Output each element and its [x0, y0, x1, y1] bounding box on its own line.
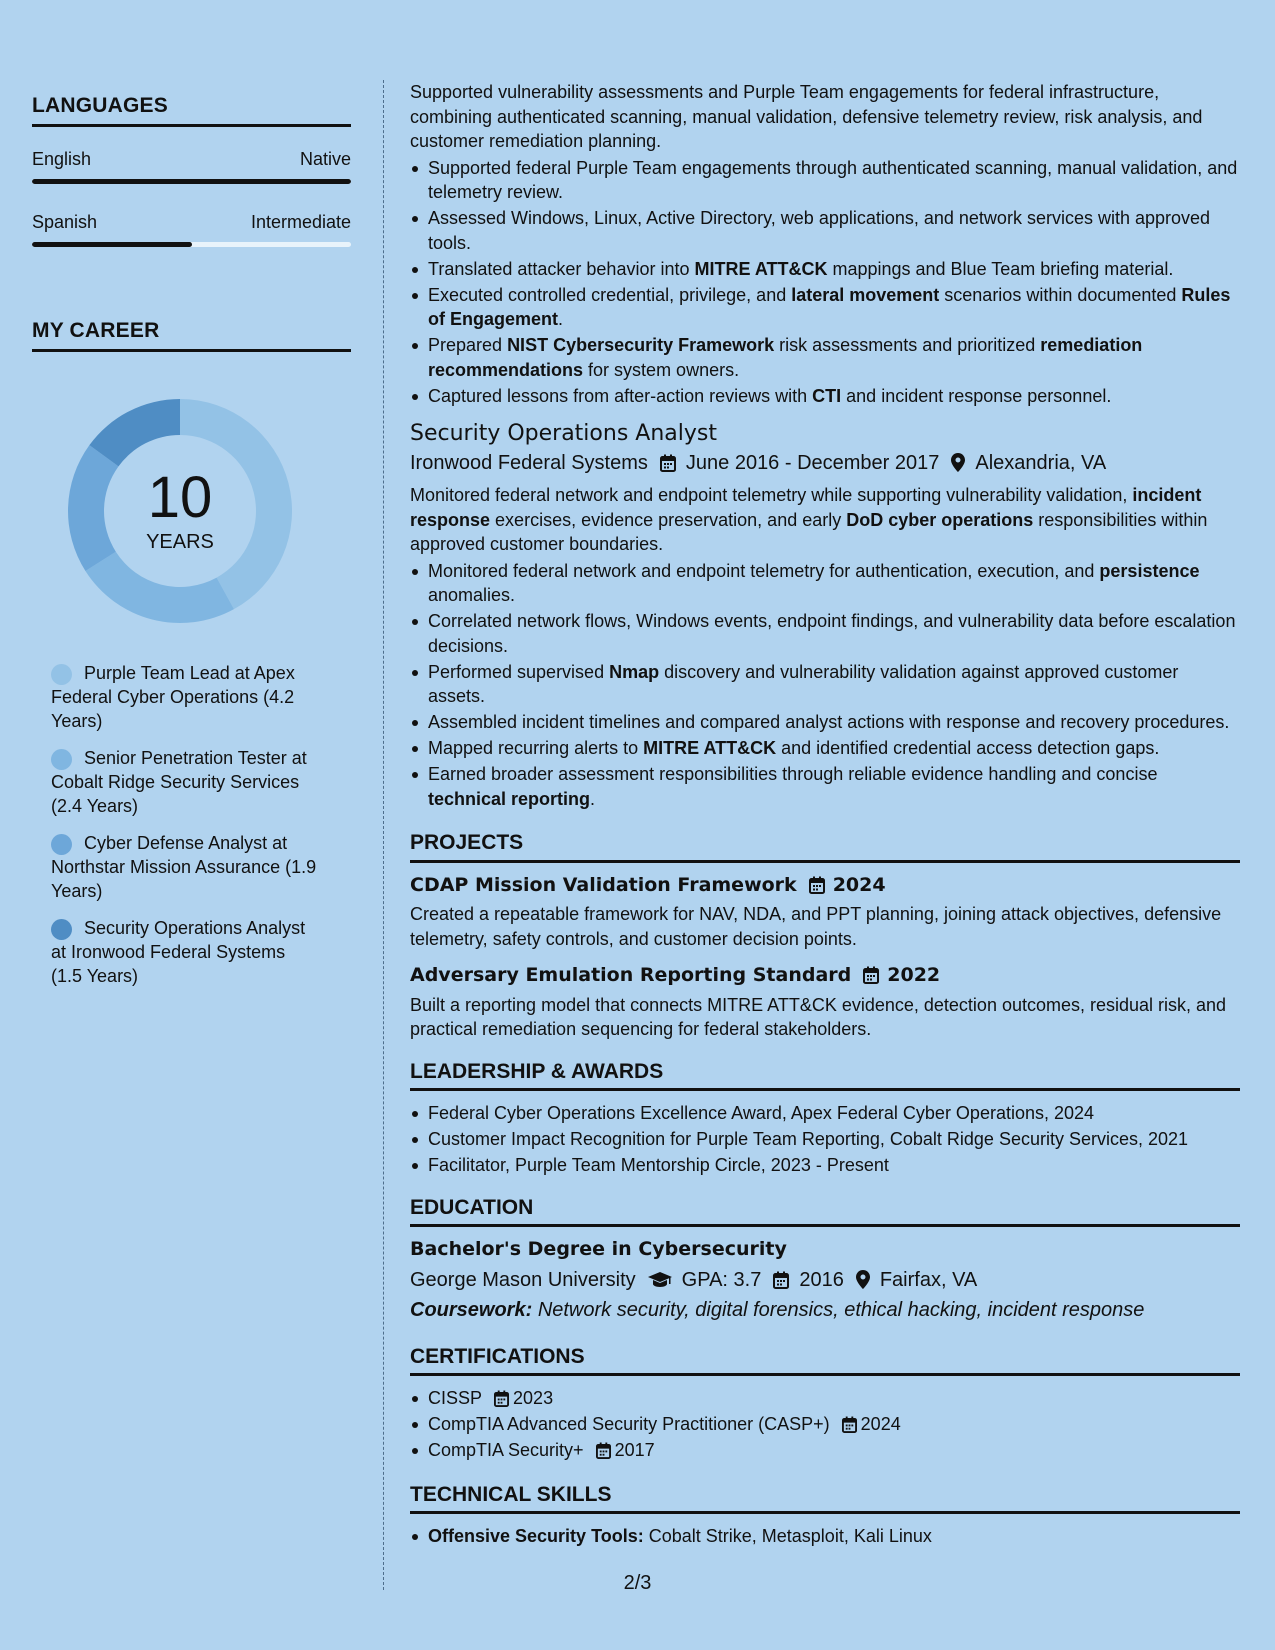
calendar-icon — [809, 876, 825, 894]
bullet-item: Federal Cyber Operations Excellence Award, Apex Federal Cyber Operations, 2024 — [410, 1101, 1240, 1126]
certifications-list — [410, 1386, 1240, 1463]
skills-heading: TECHNICAL SKILLS — [410, 1483, 1240, 1515]
coursework — [410, 1298, 1240, 1323]
bullet-item: Assembled incident timelines and compared analyst actions with response and recovery procedures. — [410, 710, 1240, 735]
previous-job-summary: Supported vulnerability assessments and Purple Team engagements for federal infrastructure, combining authenticated scanning, manual validation, defensive telemetry review, risk analysis, and customer remediation planning. — [410, 82, 1203, 151]
legend-label: Cyber Defense Analyst at Northstar Mission Assurance (1.9 Years) — [51, 833, 317, 901]
languages-heading: LANGUAGES — [32, 94, 351, 127]
career-total-years: 10 — [147, 464, 213, 530]
cert-name: CISSP — [428, 1388, 483, 1408]
legend-item — [51, 661, 321, 733]
column-divider — [383, 80, 384, 1590]
bullet-item: Assessed Windows, Linux, Active Directory, web applications, and network services with approved tools. — [410, 206, 1240, 255]
calendar-icon — [863, 966, 879, 984]
school-location: Fairfax, VA — [879, 1268, 978, 1291]
skill-label: Offensive Security Tools: — [428, 1526, 644, 1546]
language-level: Intermediate — [250, 212, 351, 232]
calendar-icon — [494, 1390, 509, 1407]
career-donut-chart — [66, 397, 294, 625]
legend-item — [51, 746, 321, 818]
project-name: Adversary Emulation Reporting Standard — [410, 964, 852, 986]
language-row-english — [32, 149, 351, 170]
career-legend — [51, 661, 321, 988]
bullet-item: Facilitator, Purple Team Mentorship Circle, 2023 - Present — [410, 1153, 1240, 1178]
bullet-item: Monitored federal network and endpoint telemetry for authentication, execution, and persistence anomalies. — [410, 559, 1240, 608]
cert-item — [410, 1386, 1240, 1411]
cert-name: CompTIA Advanced Security Practitioner (CASP+) — [428, 1414, 830, 1434]
leadership-list — [410, 1101, 1240, 1178]
bullet-item: Translated attacker behavior into MITRE ATT&CK mappings and Blue Team briefing material. — [410, 257, 1240, 282]
cert-year: 2017 — [614, 1440, 655, 1460]
project-description: Created a repeatable framework for NAV, NDA, and PPT planning, joining attack objectives, defensive telemetry, safety controls, and customer decision points. — [410, 904, 1222, 949]
legend-item — [51, 916, 321, 988]
graduation-year: 2016 — [799, 1268, 844, 1291]
cert-year: 2024 — [860, 1414, 901, 1434]
career-heading: MY CAREER — [32, 319, 351, 352]
language-row-spanish — [32, 212, 351, 233]
legend-dot — [51, 919, 72, 940]
donut-center — [66, 397, 294, 625]
location-pin-icon — [951, 453, 965, 472]
job-dates: June 2016 - December 2017 — [685, 451, 940, 474]
location-pin-icon — [856, 1270, 870, 1289]
education-meta — [410, 1268, 1240, 1293]
job-summary: Monitored federal network and endpoint telemetry while supporting vulnerability validation, incident response exercises, evidence preservation, and early DoD cyber operations responsibilities within approved customer boundaries. — [410, 485, 1208, 554]
project-description: Built a reporting model that connects MITRE ATT&CK evidence, detection outcomes, residual risk, and practical remediation sequencing for federal stakeholders. — [410, 994, 1227, 1039]
job-title: Security Operations Analyst — [410, 421, 717, 446]
calendar-icon — [773, 1271, 789, 1289]
skill-value: Cobalt Strike, Metasploit, Kali Linux — [648, 1526, 932, 1546]
project-title — [410, 873, 1240, 898]
leadership-heading: LEADERSHIP & AWARDS — [410, 1060, 1240, 1092]
language-bar-fill — [32, 179, 351, 184]
legend-item — [51, 831, 321, 903]
job-bullets — [410, 559, 1240, 812]
graduation-cap-icon — [648, 1272, 672, 1288]
legend-dot — [51, 749, 72, 770]
calendar-icon — [660, 454, 676, 472]
legend-dot — [51, 834, 72, 855]
coursework-label: Coursework: — [410, 1299, 533, 1321]
career-years-unit: YEARS — [146, 530, 214, 553]
coursework-list: Network security, digital forensics, ethical hacking, incident response — [537, 1299, 1145, 1321]
job-meta — [410, 451, 1240, 476]
legend-dot — [51, 664, 72, 685]
language-name: English — [32, 149, 92, 169]
skill-item — [410, 1524, 1240, 1549]
legend-label: Purple Team Lead at Apex Federal Cyber Operations (4.2 Years) — [51, 663, 295, 731]
bullet-item: Prepared NIST Cybersecurity Framework risk assessments and prioritized remediation recommendations for system owners. — [410, 333, 1240, 382]
degree-title: Bachelor's Degree in Cybersecurity — [410, 1238, 787, 1260]
job-company: Ironwood Federal Systems — [410, 451, 648, 474]
legend-label: Senior Penetration Tester at Cobalt Ridge Security Services (2.4 Years) — [51, 748, 307, 816]
language-bar-spanish — [32, 242, 351, 247]
project-year: 2024 — [832, 873, 886, 896]
sidebar — [32, 94, 351, 1001]
language-name: Spanish — [32, 212, 98, 232]
project-title — [410, 963, 1240, 988]
calendar-icon — [842, 1416, 857, 1433]
project-year: 2022 — [887, 964, 941, 986]
bullet-item: Supported federal Purple Team engagements through authenticated scanning, manual validation, and telemetry review. — [410, 156, 1240, 205]
legend-label: Security Operations Analyst at Ironwood Federal Systems (1.5 Years) — [51, 918, 306, 986]
previous-job-bullets — [410, 156, 1240, 409]
language-level: Native — [299, 149, 351, 169]
bullet-item: Executed controlled credential, privilege, and lateral movement scenarios within documented Rules of Engagement. — [410, 283, 1240, 332]
skills-list — [410, 1524, 1240, 1549]
language-bar-english — [32, 179, 351, 184]
project-name: CDAP Mission Validation Framework — [410, 873, 797, 896]
bullet-item: Customer Impact Recognition for Purple Team Reporting, Cobalt Ridge Security Services, 2021 — [410, 1127, 1240, 1152]
cert-year: 2023 — [513, 1388, 554, 1408]
education-heading: EDUCATION — [410, 1196, 1240, 1228]
page-number: 2/3 — [623, 1572, 652, 1594]
cert-item — [410, 1438, 1240, 1463]
school-name: George Mason University — [410, 1268, 636, 1291]
main-content — [410, 80, 1240, 1550]
bullet-item: Mapped recurring alerts to MITRE ATT&CK and identified credential access detection gaps. — [410, 736, 1240, 761]
bullet-item: Earned broader assessment responsibilities through reliable evidence handling and concise technical reporting. — [410, 762, 1240, 811]
gpa: GPA: 3.7 — [681, 1268, 762, 1291]
cert-name: CompTIA Security+ — [428, 1440, 584, 1460]
bullet-item: Captured lessons from after-action reviews with CTI and incident response personnel. — [410, 384, 1240, 409]
bullet-item: Correlated network flows, Windows events, endpoint findings, and vulnerability data before escalation decisions. — [410, 609, 1240, 658]
bullet-item: Performed supervised Nmap discovery and vulnerability validation against approved customer assets. — [410, 660, 1240, 709]
cert-item — [410, 1412, 1240, 1437]
projects-heading: PROJECTS — [410, 831, 1240, 863]
certifications-heading: CERTIFICATIONS — [410, 1345, 1240, 1377]
job-location: Alexandria, VA — [975, 451, 1107, 474]
calendar-icon — [596, 1442, 611, 1459]
language-bar-fill — [32, 242, 192, 247]
